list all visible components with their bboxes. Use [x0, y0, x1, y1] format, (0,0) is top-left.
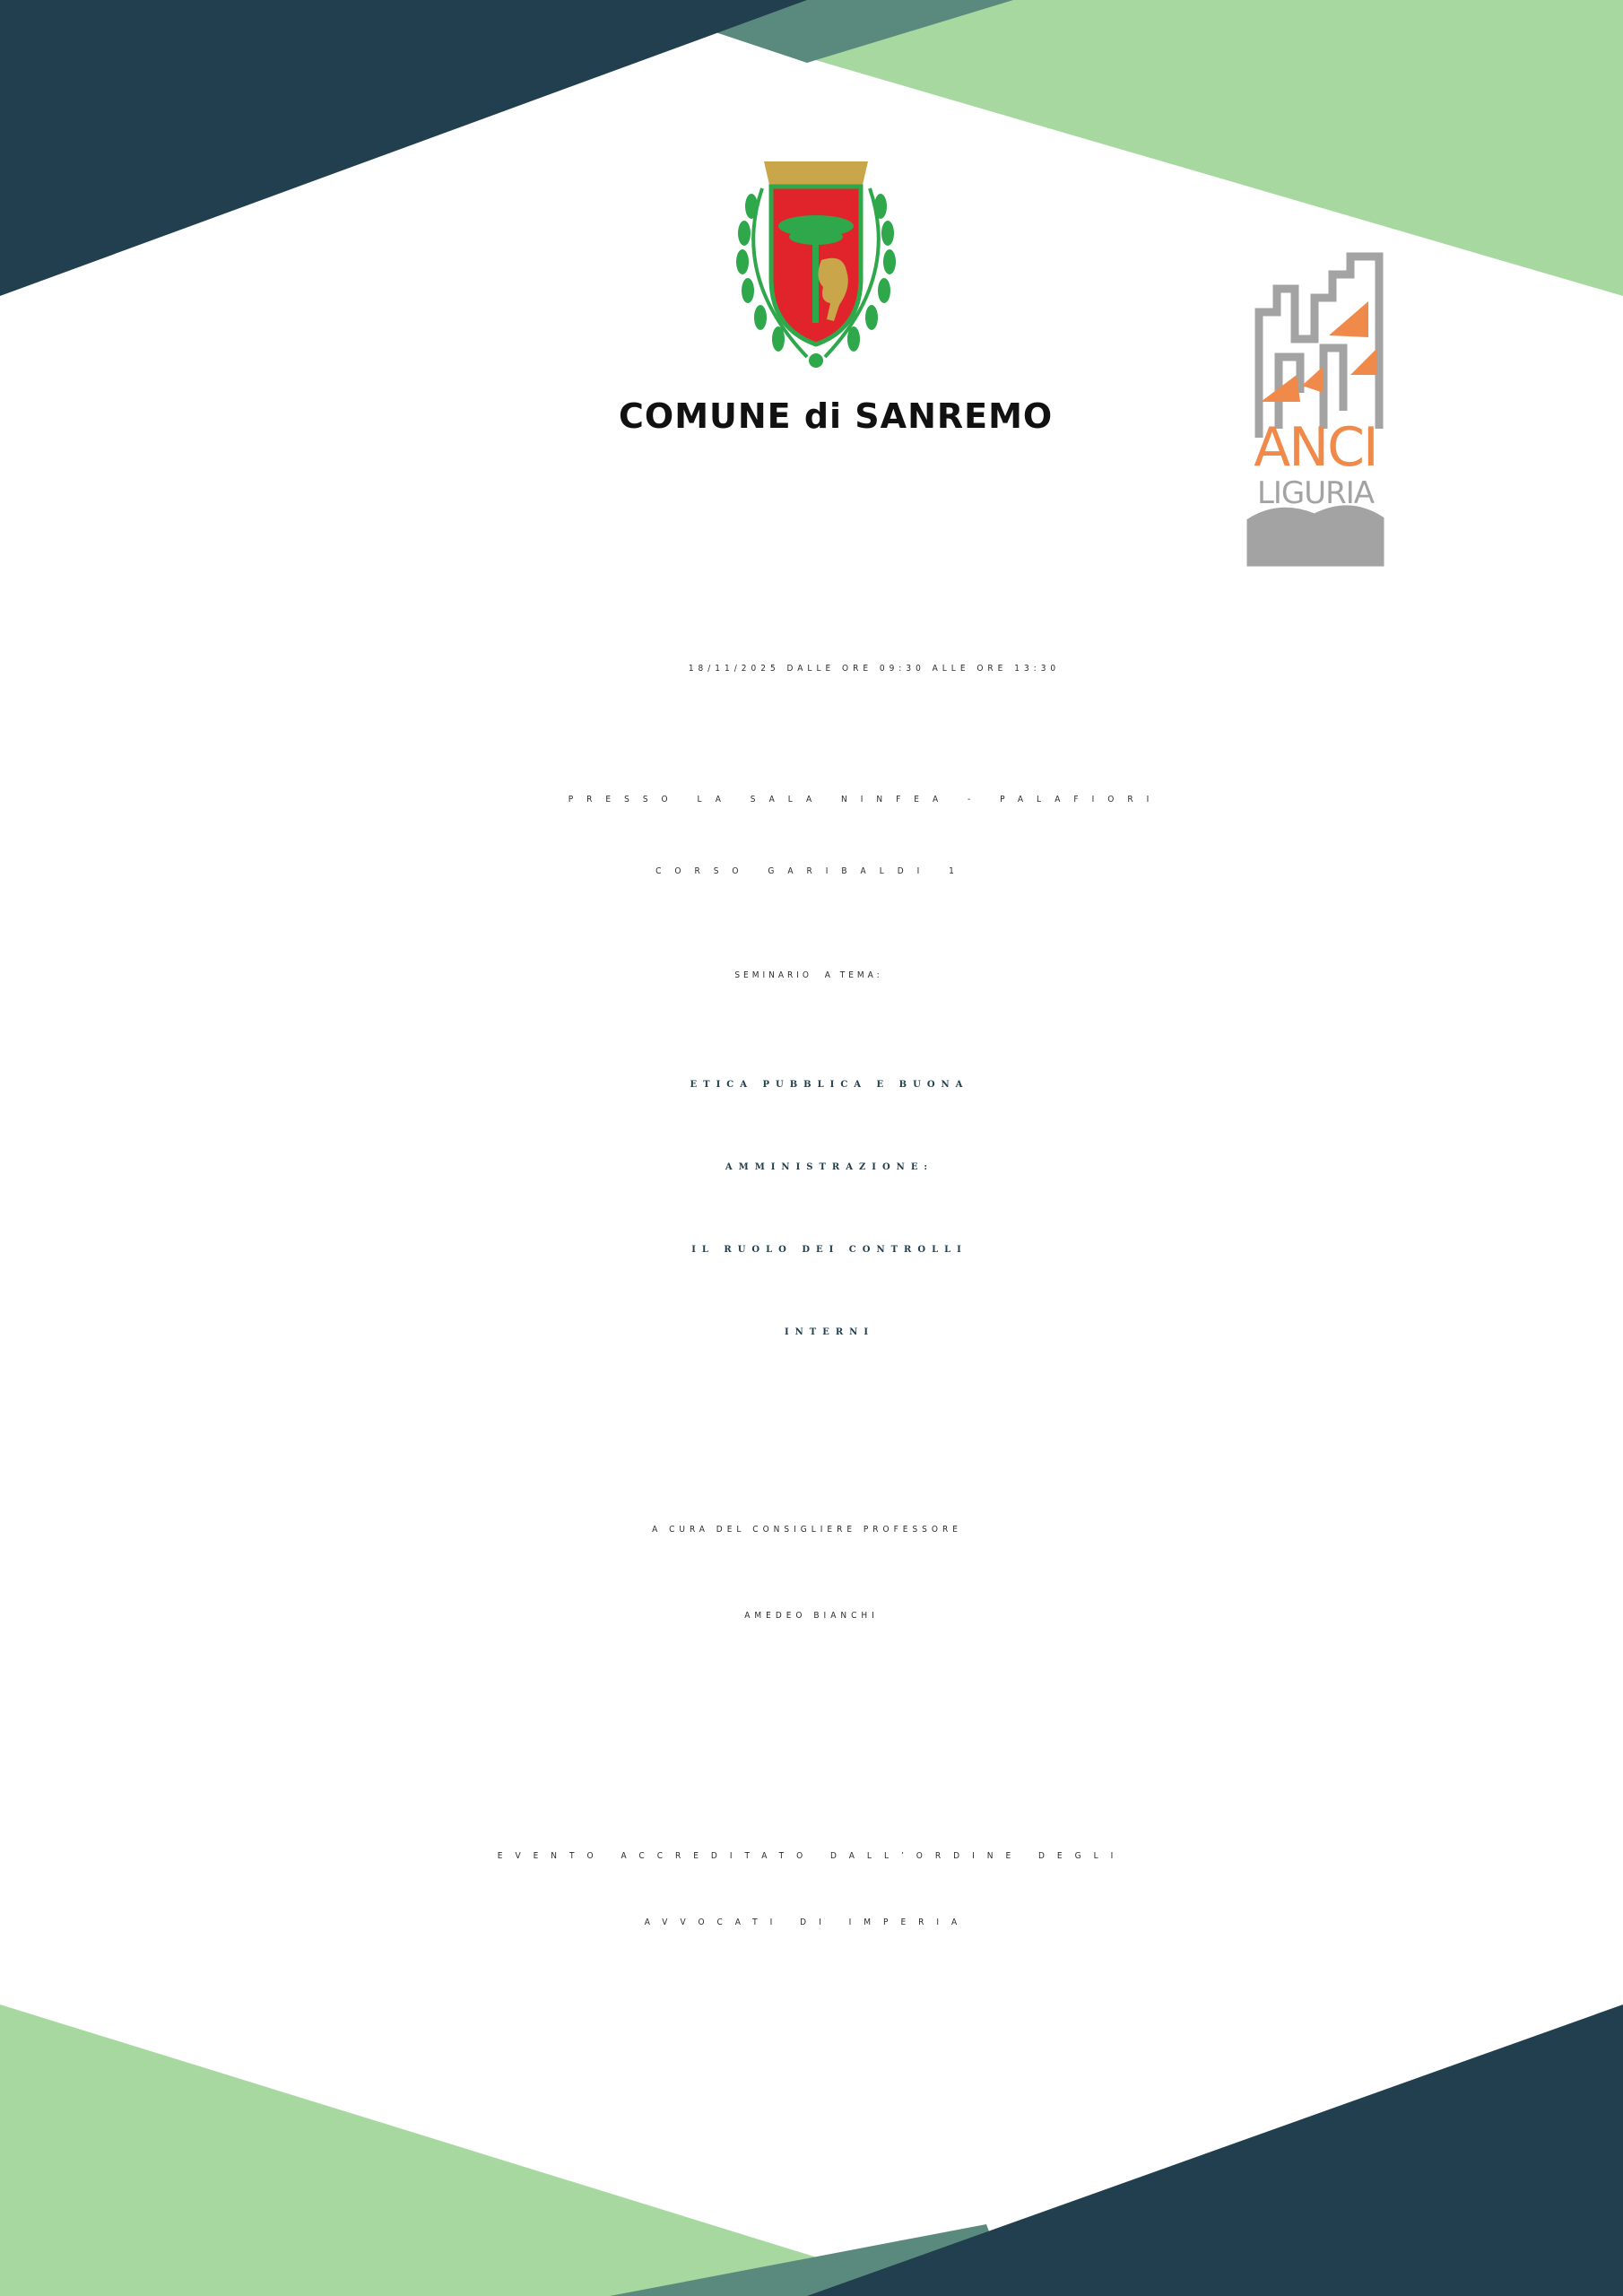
event-datetime: 18/11/2025 DALLE ORE 09:30 ALLE ORE 13:30: [688, 664, 1061, 674]
anci-towers-icon: [1243, 249, 1388, 574]
curator-line-2: AMEDEO BIANCHI: [744, 1611, 879, 1621]
accreditation-line-1: EVENTO ACCREDITATO DALL’ORDINE DEGLI: [497, 1851, 1126, 1861]
seminar-label: SEMINARIO A TEMA:: [734, 970, 883, 980]
title-line-1: ETICA PUBBLICA E BUONA: [690, 1080, 969, 1090]
title-line-2: AMMINISTRAZIONE:: [725, 1162, 934, 1172]
sanremo-crest-icon: [708, 152, 924, 386]
title-line-3: IL RUOLO DEI CONTROLLI: [691, 1245, 968, 1255]
title-line-4: INTERNI: [784, 1327, 874, 1337]
venue-line-2: CORSO GARIBALDI 1: [655, 866, 968, 876]
sanremo-logo-text: COMUNE di SANREMO: [619, 396, 1054, 436]
bottom-green-shape: [0, 2005, 942, 2296]
comune-sanremo-logo: [619, 152, 1054, 448]
accreditation-line-2: AVVOCATI DI IMPERIA: [644, 1918, 970, 1927]
anci-liguria-logo: [1243, 249, 1388, 574]
anci-region-text: LIGURIA: [1256, 475, 1375, 511]
bottom-navy-shape: [807, 2005, 1623, 2296]
anci-wordmark: ANCI: [1254, 416, 1377, 479]
curator-line-1: A CURA DEL CONSIGLIERE PROFESSORE: [652, 1525, 962, 1535]
venue-line-1: PRESSO LA SALA NINFEA - PALAFIORI: [568, 795, 1163, 804]
